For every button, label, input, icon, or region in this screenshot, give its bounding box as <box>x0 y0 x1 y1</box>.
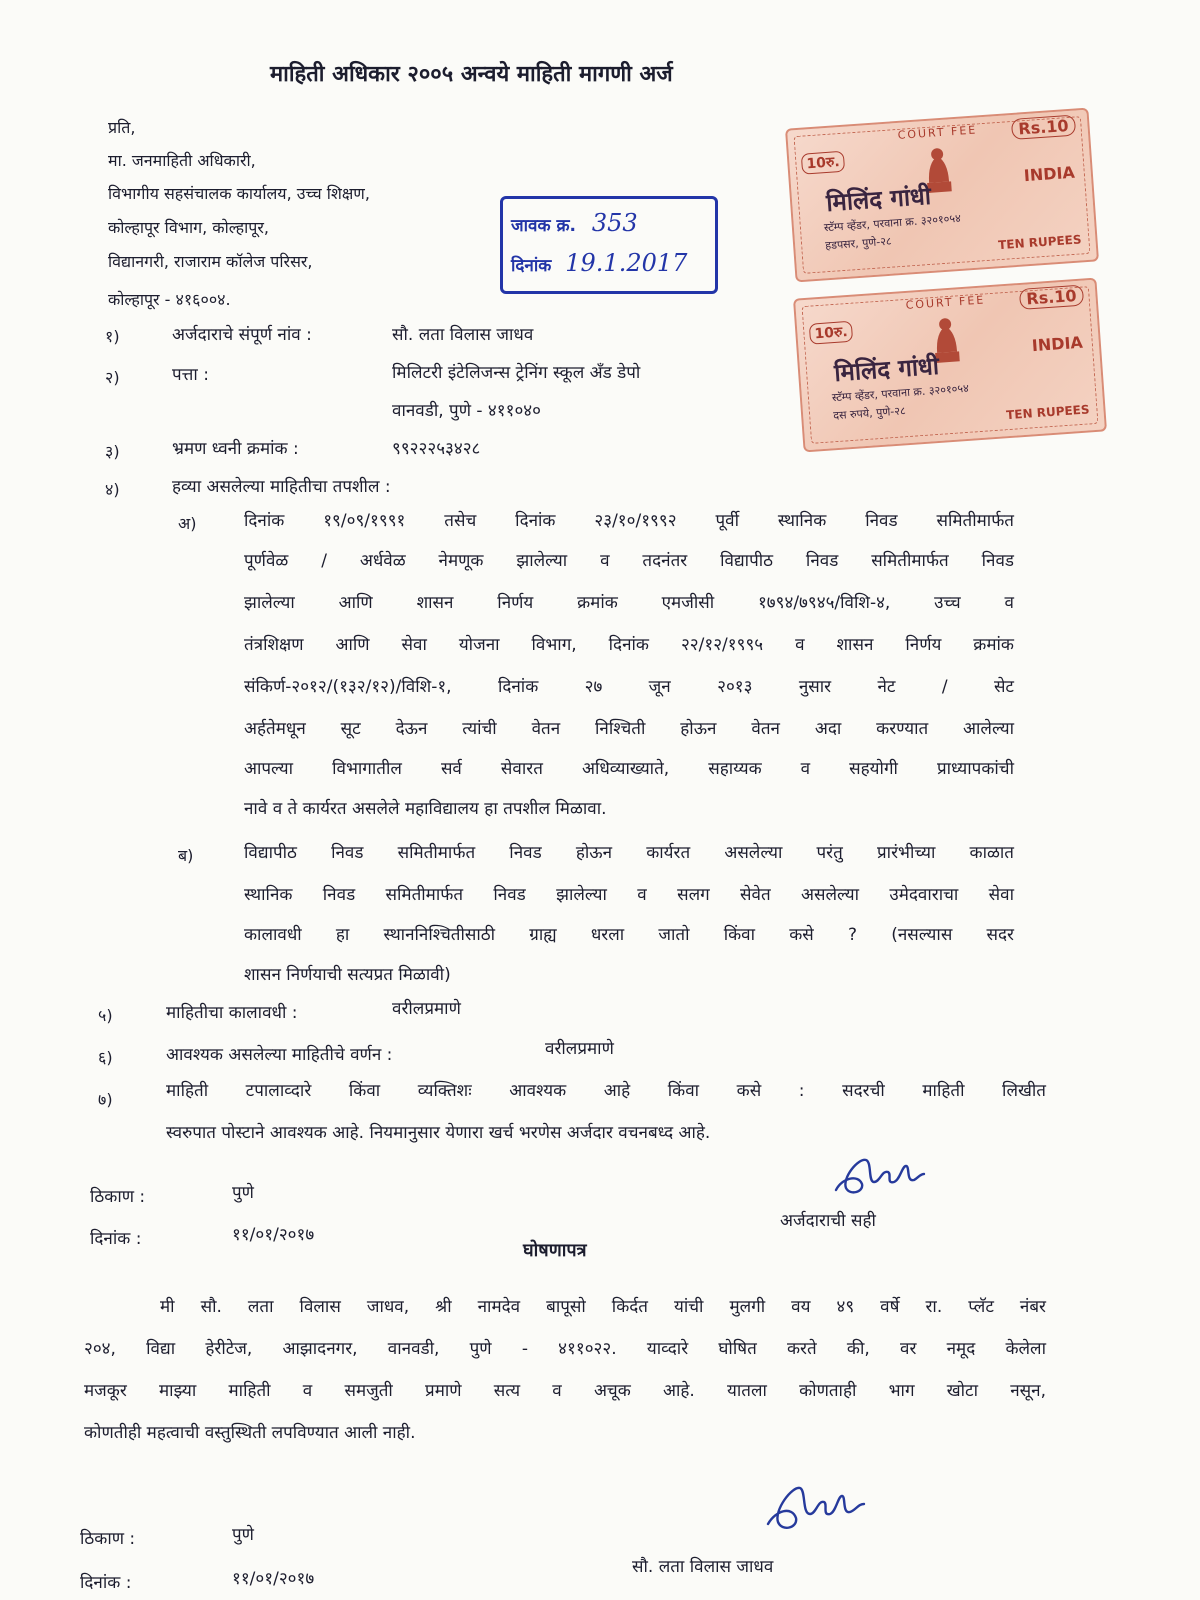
field-number: ६) <box>98 1048 113 1067</box>
place-value: पुणे <box>232 1183 254 1203</box>
delivery-mode-line: स्वरुपात पोस्टाने आवश्यक आहे. नियमानुसार येणारा खर्च भरणेस अर्जदार वचनबध्द आहे. <box>166 1123 711 1143</box>
description-value: वरीलप्रमाणे <box>545 1039 614 1059</box>
date-value: ११/०१/२०१७ <box>232 1225 315 1245</box>
applicant-signature <box>828 1152 928 1202</box>
recipient-line: विद्यानगरी, राजाराम कॉलेज परिसर, <box>108 252 313 271</box>
field-number: १) <box>105 327 120 346</box>
address-line: वानवडी, पुणे - ४११०४० <box>392 401 541 421</box>
signatory-name: सौ. लता विलास जाधव <box>632 1557 774 1577</box>
mobile-value: ९९२२२५३४२८ <box>392 439 481 459</box>
recipient-line: कोल्हापूर विभाग, कोल्हापूर, <box>108 218 269 237</box>
stamp-court-fee-label: COURT FEE <box>905 293 986 312</box>
declaration-heading: घोषणापत्र <box>523 1240 587 1261</box>
stamp-court-fee-label: COURT FEE <box>897 123 978 142</box>
declaration-line: २०४, विद्या हेरीटेज, आझादनगर, वानवडी, पुणे - ४११०२२. याव्दारे घोषित करते की, वर नमूद केलेला <box>84 1339 1046 1359</box>
info-paragraph-line: अर्हतेमधून सूट देऊन त्यांची वेतन निश्चिती होऊन वेतन अदा करण्यात आलेल्या <box>244 719 1014 739</box>
stamp-vendor-name: मिलिंद गांधी <box>825 181 932 218</box>
stamp-vendor-line: स्टॅम्प व्हेंडर, परवाना क्र. ३२०१०५४ <box>823 211 962 235</box>
delivery-mode-line: माहिती टपालाव्दारे किंवा व्यक्तिशः आवश्यक आहे किंवा कसे : सदरची माहिती लिखीत <box>166 1081 1046 1101</box>
info-paragraph-line: नावे व ते कार्यरत असलेले महाविद्यालय हा तपशील मिळावा. <box>244 799 607 819</box>
place-label: ठिकाण : <box>90 1187 146 1207</box>
field-number: ३) <box>105 442 120 461</box>
stamp-vendor-line: दस रुपये, पुणे-२८ <box>832 404 907 423</box>
sub-item-label: ब) <box>178 846 194 865</box>
date-label: दिनांक : <box>90 1229 142 1249</box>
stamp-vendor-line: स्टॅम्प व्हेंडर, परवाना क्र. ३२०१०५४ <box>831 381 970 405</box>
sub-item-label: अ) <box>178 514 197 533</box>
applicant-signature-label: अर्जदाराची सही <box>780 1211 876 1231</box>
place-value: पुणे <box>232 1525 254 1545</box>
info-paragraph-line: विद्यापीठ निवड समितीमार्फत निवड होऊन कार्यरत असलेल्या परंतु प्रारंभीच्या काळात <box>244 843 1014 863</box>
outward-number-stamp <box>500 196 718 294</box>
recipient-line: मा. जनमाहिती अधिकारी, <box>108 151 256 170</box>
stamp-rs-label: Rs.10 <box>1019 285 1084 310</box>
stamp-ten-label: 10रु. <box>801 151 846 175</box>
info-details-label: हव्या असलेल्या माहितीचा तपशील : <box>172 477 391 497</box>
recipient-line: विभागीय सहसंचालक कार्यालय, उच्च शिक्षण, <box>108 184 370 203</box>
applicant-name-label: अर्जदाराचे संपूर्ण नांव : <box>172 325 312 345</box>
stamp-vendor-line: हडपसर, पुणे-२८ <box>824 234 893 253</box>
description-label: आवश्यक असलेल्या माहितीचे वर्णन : <box>166 1045 393 1065</box>
recipient-to: प्रति, <box>108 118 136 137</box>
outward-date-label: दिनांक <box>511 256 552 276</box>
info-paragraph-line: तंत्रशिक्षण आणि सेवा योजना विभाग, दिनांक २२/१२/१९९५ व शासन निर्णय क्रमांक <box>244 635 1014 655</box>
outward-date-value: 19.1.2017 <box>565 249 688 277</box>
applicant-name-value: सौ. लता विलास जाधव <box>392 325 534 345</box>
date-value: ११/०१/२०१७ <box>232 1569 315 1589</box>
outward-number-value: 353 <box>591 209 638 237</box>
stamp-vendor-name: मिलिंद गांधी <box>833 351 940 388</box>
stamp-denomination: TEN RUPEES <box>1005 402 1090 423</box>
stamp-ten-label: 10रु. <box>809 321 854 345</box>
info-paragraph-line: शासन निर्णयाची सत्यप्रत मिळावी) <box>244 965 451 985</box>
field-number: २) <box>105 368 120 387</box>
declarant-signature <box>760 1478 870 1538</box>
declaration-line: कोणतीही महत्वाची वस्तुस्थिती लपविण्यात आली नाही. <box>84 1423 416 1443</box>
address-label: पत्ता : <box>172 365 209 385</box>
period-value: वरीलप्रमाणे <box>392 999 461 1019</box>
address-line: मिलिटरी इंटेलिजन्स ट्रेनिंग स्कूल अँड डेपो <box>392 363 641 383</box>
mobile-label: भ्रमण ध्वनी क्रमांक : <box>172 439 299 459</box>
info-paragraph-line: पूर्णवेळ / अर्धवेळ नेमणूक झालेल्या व तदनंतर विद्यापीठ निवड समितीमार्फत निवड <box>244 551 1014 571</box>
info-paragraph-line: कालावधी हा स्थाननिश्चितीसाठी ग्राह्य धरला जातो किंवा कसे ? (नसल्यास सदर <box>244 925 1014 945</box>
stamp-denomination: TEN RUPEES <box>997 232 1082 253</box>
field-number: ४) <box>105 480 120 499</box>
place-label: ठिकाण : <box>80 1529 136 1549</box>
outward-number-label: जावक क्र. <box>511 216 576 236</box>
stamp-rs-label: Rs.10 <box>1011 115 1076 140</box>
stamp-india-label: INDIA <box>1031 332 1084 356</box>
field-number: ७) <box>98 1090 113 1109</box>
info-paragraph-line: आपल्या विभागातील सर्व सेवारत अधिव्याख्याते, सहाय्यक व सहयोगी प्राध्यापकांची <box>244 759 1014 779</box>
court-fee-stamp <box>793 278 1107 453</box>
info-paragraph-line: झालेल्या आणि शासन निर्णय क्रमांक एमजीसी १७९४/७९४५/विशि-४, उच्च व <box>244 593 1014 613</box>
document-title: माहिती अधिकार २००५ अन्वये माहिती मागणी अर्ज <box>270 62 673 87</box>
recipient-line: कोल्हापूर - ४१६००४. <box>108 290 231 309</box>
declaration-line: मी सौ. लता विलास जाधव, श्री नामदेव बापूसो किर्दत यांची मुलगी वय ४९ वर्षे रा. प्लॅट नंबर <box>160 1297 1046 1317</box>
info-paragraph-line: स्थानिक निवड समितीमार्फत निवड झालेल्या व सलग सेवेत असलेल्या उमेदवाराचा सेवा <box>244 885 1014 905</box>
info-paragraph-line: दिनांक १९/०९/१९९१ तसेच दिनांक २३/१०/१९९२ पूर्वी स्थानिक निवड समितीमार्फत <box>244 511 1014 531</box>
period-label: माहितीचा कालावधी : <box>166 1003 298 1023</box>
field-number: ५) <box>98 1006 113 1025</box>
declaration-line: मजकूर माझ्या माहिती व समजुती प्रमाणे सत्य व अचूक आहे. यातला कोणताही भाग खोटा नसून, <box>84 1381 1046 1401</box>
court-fee-stamp <box>785 108 1099 283</box>
info-paragraph-line: संकिर्ण-२०१२/(१३२/१२)/विशि-१, दिनांक २७ जून २०१३ नुसार नेट / सेट <box>244 677 1014 697</box>
stamp-india-label: INDIA <box>1023 162 1076 186</box>
date-label: दिनांक : <box>80 1573 132 1593</box>
